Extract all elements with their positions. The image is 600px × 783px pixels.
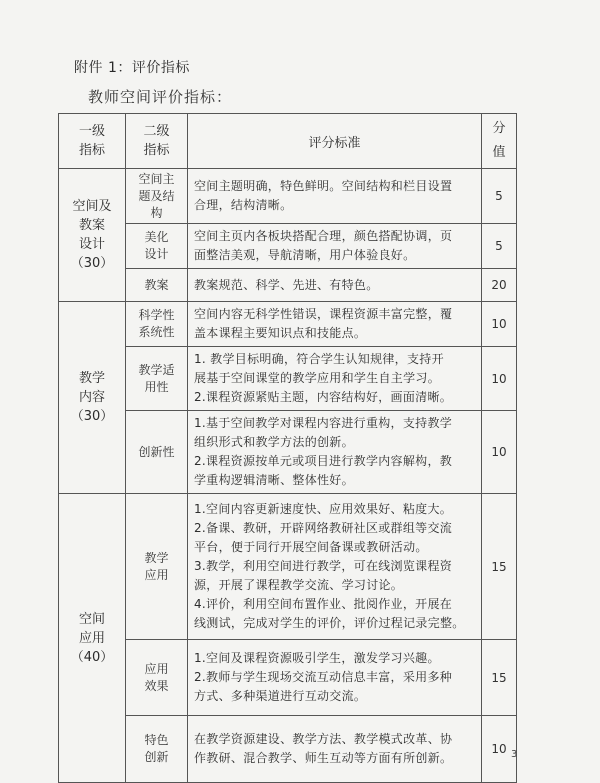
table-row xyxy=(59,347,517,411)
header-level2: 二级 指标 xyxy=(126,114,188,169)
header-score: 分 值 xyxy=(482,114,517,169)
criteria-cell: 1.基于空间教学对课程内容进行重构，支持教学 组织形式和教学方法的创新。 2.课程资源按单元或项目进行教学内容解构，教 学重构逻辑清晰、整体性好。 xyxy=(188,411,482,494)
level1-space-design: 空间及 教案 设计 （30） xyxy=(59,169,126,302)
score-cell: 5 xyxy=(482,224,517,269)
criteria-cell: 空间内容无科学性错误，课程资源丰富完整，覆 盖本课程主要知识点和技能点。 xyxy=(188,302,482,347)
score-cell: 15 xyxy=(482,640,517,716)
table-header-row xyxy=(59,114,517,169)
table-row xyxy=(59,494,517,640)
table-row xyxy=(59,302,517,347)
level1-teaching-content: 教学 内容 （30） xyxy=(59,302,126,494)
score-cell: 10 xyxy=(482,411,517,494)
level2-cell: 创新性 xyxy=(126,411,188,494)
level2-cell: 应用 效果 xyxy=(126,640,188,716)
table-row xyxy=(59,716,517,783)
evaluation-table xyxy=(58,113,517,783)
level2-cell: 美化 设计 xyxy=(126,224,188,269)
table-row xyxy=(59,269,517,302)
header-criteria: 评分标准 xyxy=(188,114,482,169)
criteria-cell: 1.空间及课程资源吸引学生，激发学习兴趣。 2.教师与学生现场交流互动信息丰富，采用多种 方式、多种渠道进行互动交流。 xyxy=(188,640,482,716)
score-cell: 5 xyxy=(482,169,517,224)
criteria-cell: 1.空间内容更新速度快、应用效果好、粘度大。 2.备课、教研，开辟网络教研社区或群组等交流 平台，便于同行开展空间备课或教研活动。 3.教学，利用空间进行教学，可在线浏览课程资 源，开展了课程教学交流、学习讨论。 4.评价，利用空间布置作业、批阅作业，开展在 线测试，完成对学生的评价，评价过程记录完整。 xyxy=(188,494,482,640)
level2-cell: 空间主 题及结 构 xyxy=(126,169,188,224)
page-number: 3 xyxy=(511,749,518,760)
table-row xyxy=(59,411,517,494)
level2-cell: 特色 创新 xyxy=(126,716,188,783)
table-row xyxy=(59,224,517,269)
level1-space-application: 空间 应用 （40） xyxy=(59,494,126,783)
level2-cell: 教学适 用性 xyxy=(126,347,188,411)
score-cell: 10 xyxy=(482,347,517,411)
table-subtitle: 教师空间评价指标： xyxy=(88,88,233,106)
score-cell: 10 xyxy=(482,716,517,783)
attachment-title: 附件 1：评价指标 xyxy=(74,60,190,76)
criteria-cell: 在教学资源建设、教学方法、教学模式改革、协 作教研、混合教学、师生互动等方面有所创新。 xyxy=(188,716,482,783)
score-cell: 20 xyxy=(482,269,517,302)
level2-cell: 教学 应用 xyxy=(126,494,188,640)
table-row xyxy=(59,640,517,716)
criteria-cell: 教案规范、科学、先进、有特色。 xyxy=(188,269,482,302)
criteria-cell: 空间主题明确，特色鲜明。空间结构和栏目设置 合理，结构清晰。 xyxy=(188,169,482,224)
criteria-cell: 1. 教学目标明确，符合学生认知规律，支持开 展基于空间课堂的教学应用和学生自主学习。 2.课程资源紧贴主题，内容结构好，画面清晰。 xyxy=(188,347,482,411)
score-cell: 10 xyxy=(482,302,517,347)
header-level1: 一级 指标 xyxy=(59,114,126,169)
level2-cell: 教案 xyxy=(126,269,188,302)
criteria-cell: 空间主页内各板块搭配合理，颜色搭配协调，页 面整洁美观，导航清晰，用户体验良好。 xyxy=(188,224,482,269)
level2-cell: 科学性 系统性 xyxy=(126,302,188,347)
score-cell: 15 xyxy=(482,494,517,640)
table-row xyxy=(59,169,517,224)
